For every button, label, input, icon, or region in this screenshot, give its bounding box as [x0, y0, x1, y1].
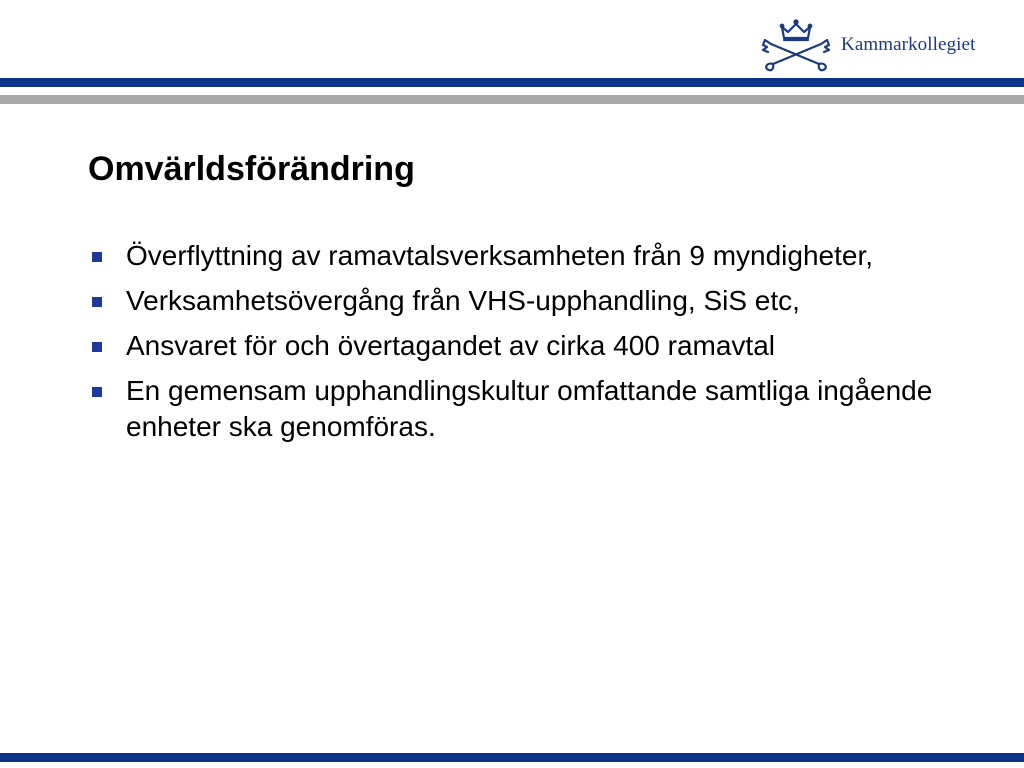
header-blue-rule — [0, 78, 1024, 87]
bullet-text: Överflyttning av ramavtalsverksamheten från 9 myndigheter, — [126, 240, 874, 271]
bullet-text: En gemensam upphandlingskultur omfattande samtliga ingående enheter ska genomföras. — [126, 375, 933, 442]
bullet-text: Ansvaret för och övertagandet av cirka 400 ramavtal — [126, 330, 776, 361]
square-bullet-icon — [92, 342, 102, 352]
bullet-list — [90, 238, 940, 454]
square-bullet-icon — [92, 252, 102, 262]
bullet-item — [90, 373, 940, 445]
bullet-item — [90, 328, 940, 364]
bullet-text: Verksamhetsövergång från VHS-upphandling, SiS etc, — [126, 285, 800, 316]
brand-name: Kammarkollegiet — [841, 34, 976, 55]
slide-title: Omvärldsförändring — [88, 150, 415, 188]
bullet-item — [90, 283, 940, 319]
footer-blue-rule — [0, 753, 1024, 762]
square-bullet-icon — [92, 297, 102, 307]
kammarkollegiet-logo — [757, 18, 1007, 72]
crossed-keys-crown-icon — [757, 18, 835, 72]
header-gray-rule — [0, 95, 1024, 104]
bullet-item — [90, 238, 940, 274]
square-bullet-icon — [92, 387, 102, 397]
